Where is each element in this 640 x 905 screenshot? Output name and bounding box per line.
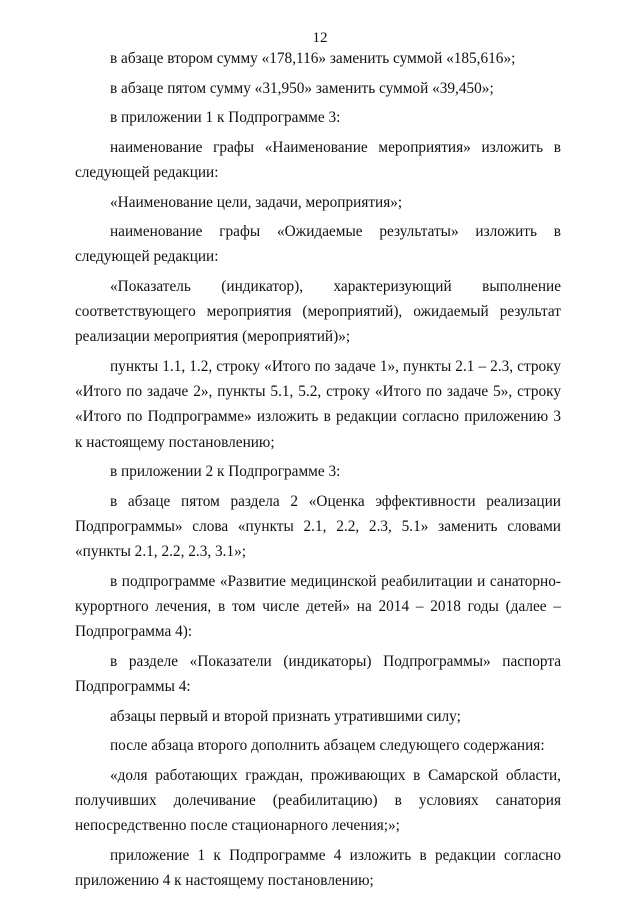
paragraph: в абзаце втором сумму «178,116» заменить суммой «185,616»; xyxy=(110,50,516,67)
paragraph: в подпрограмме «Развитие медицинской реабилитации и санаторно-курортного лечения, в том числе детей» на 2014 – 2018 годы (далее – Подпрограмма 4): xyxy=(75,572,561,641)
paragraph: «Наименование цели, задачи, мероприятия»; xyxy=(110,193,403,211)
paragraph: пункты 1.1, 1.2, строку «Итого по задаче 1», пункты 2.1 – 2.3, строку «Итого по задаче 2», пункты 5.1, 5.2, строку «Итого по задаче 5», строку «Итого по Подпрограмме» изложить в редакции согласно приложению 3 к настоящему постановлению; xyxy=(75,357,561,451)
paragraph: наименование графы «Наименование мероприятия» изложить в следующей редакции: xyxy=(75,138,561,181)
page-number: 12 xyxy=(312,30,328,46)
paragraph: приложение 1 к Подпрограмме 4 изложить в редакции согласно приложению 4 к настоящему постановлению; xyxy=(75,846,561,889)
paragraph: «доля работающих граждан, проживающих в Самарской области, получивших долечивание (реабилитацию) в условиях санатория непосредственно после стационарного лечения;»; xyxy=(75,766,561,835)
paragraph: в абзаце пятом сумму «31,950» заменить суммой «39,450»; xyxy=(110,79,494,97)
paragraph: в разделе «Показатели (индикаторы) Подпрограммы» паспорта Подпрограммы 4: xyxy=(75,652,561,695)
paragraph: наименование графы «Ожидаемые результаты» изложить в следующей редакции: xyxy=(75,223,561,266)
paragraph: «Показатель (индикатор), характеризующий выполнение соответствующего мероприятия (мероприятий), ожидаемый результат реализации мероприятия (мероприятий)»; xyxy=(75,277,561,346)
paragraph: в приложении 2 к Подпрограмме 3: xyxy=(110,463,341,481)
paragraph: в приложении 1 к Подпрограмме 3: xyxy=(110,109,341,127)
paragraph: после абзаца второго дополнить абзацем следующего содержания: xyxy=(110,737,545,755)
document-body xyxy=(75,46,561,898)
paragraph: в абзаце пятом раздела 2 «Оценка эффективности реализации Подпрограммы» слова «пункты 2.1, 2.2, 2.3, 5.1» заменить словами «пункты 2.1, 2.2, 2.3, 3.1»; xyxy=(75,492,561,561)
paragraph: абзацы первый и второй признать утратившими силу; xyxy=(110,707,461,725)
